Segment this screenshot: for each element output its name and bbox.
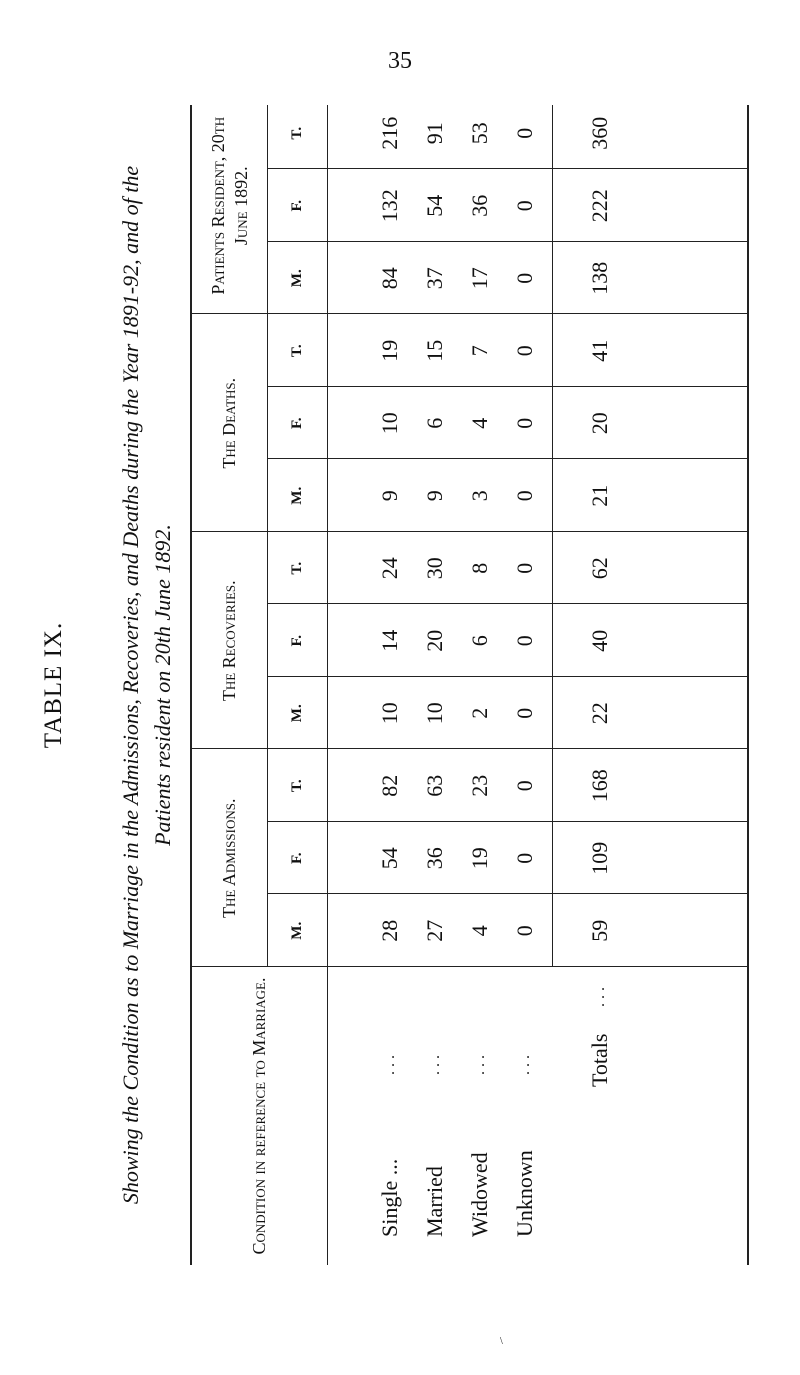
cell-married-resident-f: 54 <box>421 194 447 217</box>
subheader-resident-f: F. <box>288 199 305 212</box>
row-dots-widowed: ... <box>471 1051 488 1075</box>
cell-single-resident-m: 84 <box>376 267 402 290</box>
cell-single-resident-f: 132 <box>376 189 402 223</box>
table-title: TABLE IX. <box>40 621 67 749</box>
cell-single-recoveries-f: 14 <box>376 629 402 652</box>
cell-widowed-deaths-m: 3 <box>466 490 492 502</box>
subheader-deaths-f: F. <box>288 417 305 430</box>
cell-totals-deaths-f: 20 <box>586 412 612 435</box>
cell-single-admissions-f: 54 <box>376 847 402 870</box>
cell-single-deaths-f: 10 <box>376 412 402 435</box>
cell-married-deaths-t: 15 <box>421 339 447 362</box>
cell-married-resident-t: 91 <box>421 122 447 145</box>
cell-single-admissions-t: 82 <box>376 774 402 797</box>
scan-mark: \ <box>500 1336 503 1347</box>
cell-widowed-resident-t: 53 <box>466 122 492 145</box>
cell-single-recoveries-t: 24 <box>376 557 402 580</box>
cell-unknown-deaths-t: 0 <box>511 345 537 357</box>
cell-single-recoveries-m: 10 <box>376 702 402 725</box>
cell-unknown-admissions-f: 0 <box>511 852 537 864</box>
cell-unknown-admissions-m: 0 <box>511 925 537 937</box>
header-rule <box>327 105 328 1265</box>
page-number: 35 <box>388 48 412 74</box>
cell-widowed-resident-f: 36 <box>466 194 492 217</box>
row-label-married: Married <box>422 1166 447 1237</box>
marriage-table <box>190 105 749 1265</box>
cell-married-resident-m: 37 <box>421 267 447 290</box>
cell-widowed-deaths-f: 4 <box>466 417 492 429</box>
cell-widowed-resident-m: 17 <box>466 267 492 290</box>
subheader-admissions-m: M. <box>288 921 305 940</box>
cell-widowed-recoveries-f: 6 <box>466 635 492 647</box>
cell-married-recoveries-t: 30 <box>421 557 447 580</box>
subheader-recoveries-t: T. <box>288 561 305 575</box>
subheader-resident-t: T. <box>288 126 305 140</box>
cell-widowed-recoveries-m: 2 <box>466 707 492 719</box>
cell-widowed-admissions-f: 19 <box>466 847 492 870</box>
subheader-admissions-t: T. <box>288 779 305 793</box>
cell-married-admissions-t: 63 <box>421 774 447 797</box>
cell-unknown-recoveries-m: 0 <box>511 707 537 719</box>
cell-single-admissions-m: 28 <box>376 919 402 942</box>
cell-widowed-deaths-t: 7 <box>466 345 492 357</box>
cell-totals-recoveries-t: 62 <box>586 557 612 580</box>
cell-totals-resident-f: 222 <box>586 189 612 223</box>
row-dots-totals: ... <box>591 983 608 1007</box>
cell-unknown-resident-m: 0 <box>511 272 537 284</box>
cell-totals-recoveries-m: 22 <box>586 702 612 725</box>
row-label-single: Single ... <box>377 1158 402 1237</box>
subheader-recoveries-m: M. <box>288 704 305 723</box>
condition-header: Condition in reference to Marriage. <box>249 977 270 1255</box>
cell-married-admissions-f: 36 <box>421 847 447 870</box>
cell-unknown-deaths-m: 0 <box>511 490 537 502</box>
cell-totals-deaths-t: 41 <box>586 339 612 362</box>
subheader-admissions-f: F. <box>288 852 305 865</box>
group-header-deaths: The Deaths. <box>219 377 240 469</box>
cell-totals-deaths-m: 21 <box>586 484 612 507</box>
cell-unknown-deaths-f: 0 <box>511 417 537 429</box>
cell-unknown-resident-f: 0 <box>511 200 537 212</box>
row-label-widowed: Widowed <box>467 1152 492 1237</box>
row-dots-unknown: ... <box>516 1051 533 1075</box>
cell-married-deaths-m: 9 <box>421 490 447 502</box>
cell-totals-resident-m: 138 <box>586 261 612 295</box>
cell-single-resident-t: 216 <box>376 116 402 150</box>
totals-rule <box>552 105 553 967</box>
row-label-totals: Totals <box>587 1033 612 1087</box>
cell-married-recoveries-f: 20 <box>421 629 447 652</box>
cell-widowed-recoveries-t: 8 <box>466 562 492 574</box>
subheader-deaths-m: M. <box>288 486 305 505</box>
cell-widowed-admissions-m: 4 <box>466 925 492 937</box>
cell-unknown-resident-t: 0 <box>511 127 537 139</box>
cell-widowed-admissions-t: 23 <box>466 774 492 797</box>
row-dots-married: ... <box>426 1051 443 1075</box>
cell-totals-resident-t: 360 <box>586 116 612 150</box>
cell-totals-admissions-f: 109 <box>586 841 612 875</box>
cell-married-deaths-f: 6 <box>421 417 447 429</box>
subheader-deaths-t: T. <box>288 344 305 358</box>
table-subtitle-line2: Patients resident on 20th June 1892. <box>150 524 175 846</box>
group-header-admissions: The Admissions. <box>219 798 240 918</box>
cell-married-recoveries-m: 10 <box>421 702 447 725</box>
row-dots-single: ... <box>381 1051 398 1075</box>
group-header-recoveries: The Recoveries. <box>219 580 240 702</box>
cell-single-deaths-m: 9 <box>376 490 402 502</box>
cell-unknown-recoveries-t: 0 <box>511 562 537 574</box>
subheader-recoveries-f: F. <box>288 634 305 647</box>
rotated-table-page <box>20 105 780 1265</box>
subheader-resident-m: M. <box>288 269 305 288</box>
cell-single-deaths-t: 19 <box>376 339 402 362</box>
cell-totals-admissions-m: 59 <box>586 919 612 942</box>
group-header-resident: Patients Resident, 20th June 1892. <box>208 116 251 295</box>
table-subtitle-line1: Showing the Condition as to Marriage in the Admissions, Recoveries, and Deaths during the Year 1891-92, and of the <box>118 165 143 1205</box>
cell-married-admissions-m: 27 <box>421 919 447 942</box>
row-label-unknown: Unknown <box>512 1150 537 1237</box>
cell-unknown-recoveries-f: 0 <box>511 635 537 647</box>
cell-unknown-admissions-t: 0 <box>511 780 537 792</box>
cell-totals-admissions-t: 168 <box>586 769 612 803</box>
cell-totals-recoveries-f: 40 <box>586 629 612 652</box>
